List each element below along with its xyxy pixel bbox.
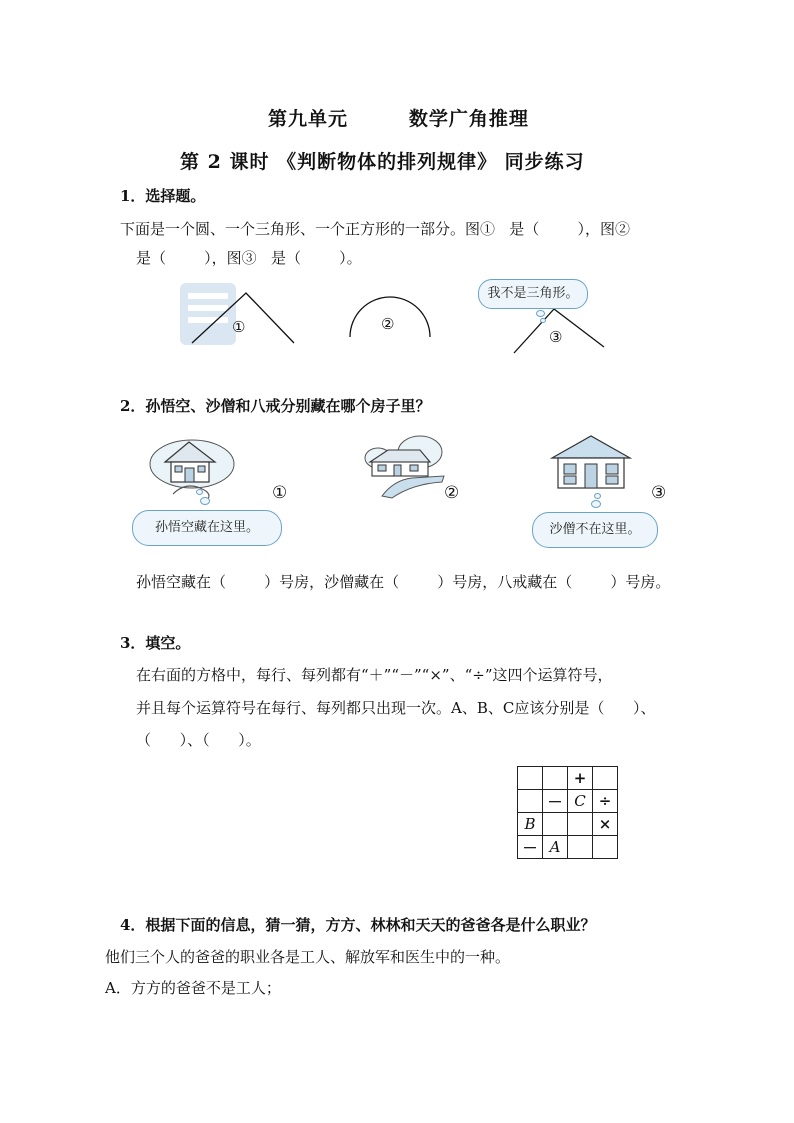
q1-line1: 下面是一个圆、一个三角形、一个正方形的一部分。图① 是（ ），图② [120, 220, 630, 238]
watermark-logo [180, 283, 236, 345]
grid-cell [593, 836, 618, 859]
grid-row [518, 813, 618, 836]
operator-grid [517, 766, 618, 859]
house-3-speech-bubble [532, 512, 658, 548]
grid-row [518, 790, 618, 813]
house-1-illustration [145, 432, 240, 504]
house-1-speech-bubble [132, 510, 282, 546]
page-subtitle: 第 2 课时 《判断物体的排列规律》 同步练习 [180, 151, 585, 173]
grid-cell [518, 790, 543, 813]
grid-cell: A [543, 836, 568, 859]
house-2-illustration [362, 432, 447, 502]
house-2-label: ② [444, 483, 460, 503]
page-title: 第九单元 数学广角推理 [268, 108, 529, 130]
grid-cell: + [568, 767, 593, 790]
q3-line1: 在右面的方格中，每行、每列都有“＋”“－”“×”、“÷”这四个运算符号， [136, 666, 613, 684]
house-1-label: ① [272, 483, 288, 503]
bubble-3-text: 沙僧不在这里。 [549, 522, 641, 537]
bubble-dot [594, 493, 601, 499]
bubble-dot [196, 489, 203, 495]
bubble-dot [536, 310, 545, 317]
grid-cell [568, 836, 593, 859]
q4-line2: A．方方的爸爸不是工人； [105, 979, 281, 997]
grid-cell: ÷ [593, 790, 618, 813]
figure-1-label: ① [232, 318, 246, 336]
grid-row [518, 836, 618, 859]
fig3-speech-bubble [478, 279, 588, 309]
bubble-dot [540, 318, 546, 323]
grid-cell: B [518, 813, 543, 836]
grid-cell [543, 813, 568, 836]
grid-row [518, 767, 618, 790]
q2-heading: 2．孙悟空、沙僧和八戒分别藏在哪个房子里？ [120, 397, 431, 415]
q1-heading: 1．选择题。 [120, 187, 206, 205]
grid-cell: － [543, 790, 568, 813]
q4-line1: 他们三个人的爸爸的职业各是工人、解放军和医生中的一种。 [105, 948, 511, 966]
bubble-dot [591, 500, 601, 508]
fig3-bubble-text: 我不是三角形。 [487, 286, 579, 301]
grid-cell [543, 767, 568, 790]
q3-line3: （ ）、（ ）。 [136, 731, 261, 749]
figure-2-label: ② [381, 315, 395, 333]
figure-3-label: ③ [549, 328, 563, 346]
bubble-dot [200, 497, 210, 505]
grid-cell [568, 813, 593, 836]
q4-heading: 4．根据下面的信息，猜一猜，方方、林林和天天的爸爸各是什么职业？ [120, 916, 596, 934]
grid-cell: C [568, 790, 593, 813]
bubble-1-text: 孙悟空藏在这里。 [154, 520, 259, 535]
q1-line2: 是（ ），图③ 是（ ）。 [136, 249, 362, 267]
house-3-label: ③ [651, 483, 667, 503]
q3-heading: 3．填空。 [120, 634, 191, 652]
house-3-illustration [548, 432, 634, 494]
grid-cell [593, 767, 618, 790]
grid-cell: × [593, 813, 618, 836]
q3-line2: 并且每个运算符号在每行、每列都只出现一次。A、B、C应该分别是（ ）、 [136, 699, 656, 717]
grid-cell [518, 767, 543, 790]
grid-cell: － [518, 836, 543, 859]
q2-answer-line: 孙悟空藏在（ ）号房，沙僧藏在（ ）号房，八戒藏在（ ）号房。 [136, 573, 671, 591]
